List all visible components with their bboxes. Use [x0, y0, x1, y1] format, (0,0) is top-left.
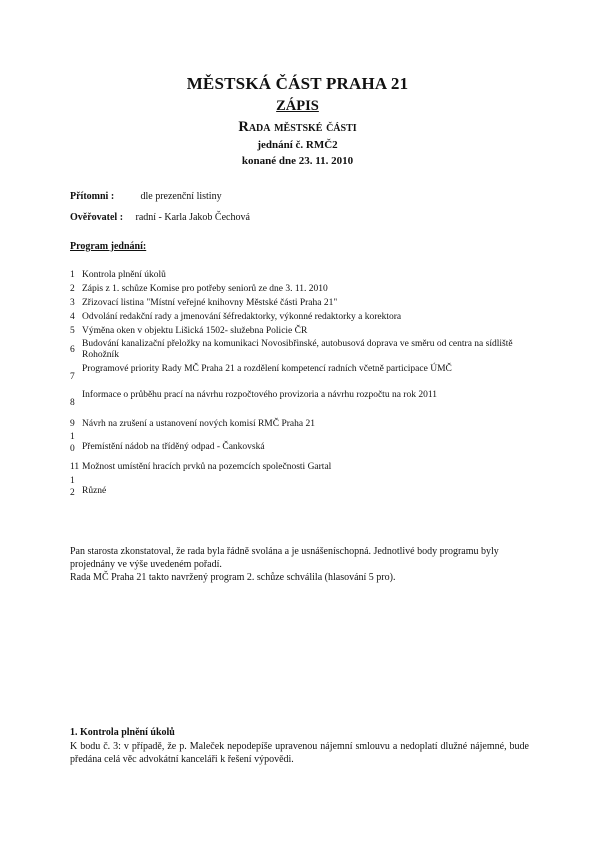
present-label: Přítomni :: [70, 191, 115, 202]
agenda-number: 1: [70, 270, 75, 280]
agenda-text: Zápis z 1. schůze Komise pro potřeby seniorů ze dne 3. 11. 2010: [82, 284, 328, 294]
verifier-label: Ověřovatel :: [70, 212, 124, 223]
agenda-number: 5: [70, 326, 75, 336]
agenda-text: Přemístění nádob na tříděný odpad - Čankovská: [82, 442, 265, 452]
meeting-number: jednání č. RMČ2: [257, 139, 338, 151]
agenda-number: 4: [70, 312, 75, 322]
verifier-row: [70, 212, 250, 223]
agenda-number: 3: [70, 298, 75, 308]
agenda-text: Kontrola plnění úkolů: [82, 270, 166, 280]
document-type: ZÁPIS: [276, 98, 319, 114]
agenda-number: 6: [70, 345, 75, 355]
district-title: MĚSTSKÁ ČÁST PRAHA 21: [186, 74, 409, 93]
agenda-text: Zřizovací listina "Místní veřejné knihovny Městské části Praha 21": [82, 298, 338, 308]
agenda-number: 9: [70, 419, 75, 429]
agenda-number: 12: [70, 476, 75, 498]
council-name: Rada městské části: [238, 119, 357, 135]
section-body: K bodu č. 3: v případě, že p. Maleček nepodepíše upravenou nájemní smlouvu a nedoplatí dlužné nájemné, bude předána celá věc advokátní kanceláři k řešení výpovědi.: [70, 741, 529, 765]
present-value: dle prezenční listiny: [140, 191, 222, 202]
intro-block: [70, 545, 530, 584]
intro-paragraph: Pan starosta zkonstatoval, že rada byla řádně svolána a je usnášeníschopná. Jednotlivé body programu byly projednány ve výše uvedeném pořadí.: [70, 546, 499, 570]
agenda-text: Budování kanalizační přeložky na komunikaci Novosibřinské, autobusová doprava ve směru od centra na sídliště Rohožník: [82, 339, 513, 360]
section-heading: 1. Kontrola plnění úkolů: [70, 727, 175, 738]
agenda-number: 11: [70, 462, 80, 472]
agenda-text: Odvolání redakční rady a jmenování šéfredaktorky, výkonné redaktorky a korektora: [82, 312, 402, 322]
agenda-text: Informace o průběhu prací na návrhu rozpočtového provizoria a návrhu rozpočtu na rok 2011: [82, 390, 437, 400]
agenda-text: Výměna oken v objektu Lišická 1502- služebna Policie ČR: [82, 326, 308, 336]
verifier-value: radní - Karla Jakob Čechová: [135, 212, 250, 223]
agenda-number: 10: [70, 432, 75, 454]
meeting-date: konané dne 23. 11. 2010: [241, 155, 354, 167]
agenda-text: Návrh na zrušení a ustanovení nových komisí RMČ Praha 21: [82, 419, 315, 429]
present-row: [70, 191, 222, 202]
agenda-number: 7: [70, 372, 75, 382]
agenda-number: 2: [70, 284, 75, 294]
agenda-text: Různé: [82, 486, 107, 496]
agenda-text: Programové priority Rady MČ Praha 21 a rozdělení kompetencí radních včetně participace ÚMČ: [82, 364, 452, 374]
agenda-text: Možnost umístění hracích prvků na pozemcích společnosti Gartal: [82, 462, 332, 472]
program-approval-paragraph: Rada MČ Praha 21 takto navržený program 2. schůze schválila (hlasování 5 pro).: [70, 572, 396, 583]
agenda-number: 8: [70, 398, 75, 408]
program-heading: Program jednání:: [70, 241, 147, 252]
